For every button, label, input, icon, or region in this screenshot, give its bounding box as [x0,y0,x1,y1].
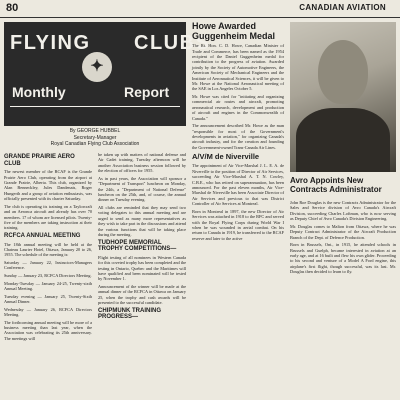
paragraph: All clubs are reminded that they may send two voting delegates to this annual meeting and are urged to send as many more representatives as they wish to take part in the discussions and attend the various functions that will be taking place during the meeting. [98,205,186,238]
article-headline: Howe Awarded Guggenheim Medal [192,21,276,41]
masthead-subtitle-left: Monthly [12,84,66,100]
byline-author: By GEORGE HUBBEL [69,128,121,134]
paragraph: Saturday — January 22, Instructors-Managers Conference. [4,260,92,271]
magazine-title: CANADIAN AVIATION [299,3,386,12]
portrait-face [318,40,368,104]
paragraph: The forthcoming annual meeting will be more of a business meeting than last year, when the Association was celebrating its 25th anniversary. The meetings will [4,319,92,341]
paragraph: be taken up with matters of national defense and Air Cadet training, Tuesday afternoon will be another Association business session followed by the election of officers for 1955. [98,152,186,174]
paragraph: The newest member of the RCAF is the Grande Prairie Aero Club, operating from the airport at Grande Prairie, Alberta. This club, organized by Alan Benneckley, Jules Dandenais, Roger Hungerth and a group of aviation enthusiasts, was officially presented with its charter Saturday. [4,169,92,202]
paragraph: Born in Brussels, Ont., in 1915, he attended schools in Brussels and Guelph, became interested in aviation at an early age, and at 16 built and flew his own glider. Proceeding to his second and venture of a Model A Ford engine, this airplane's first flight, though successful, was its last. Mr. Douglas then decided to learn to fly. [290,242,396,275]
paragraph: Mr. Howe was cited for "initiating and organizing commercial air routes and aircraft, promoting aeronautical research, development and production of aircraft and engines in the Commonwealth of Canada." [192,94,284,121]
paragraph: Flight testing of all nominees in Western Canada for this coveted trophy has been completed and the testing in Ontario, Quebec and the Maritimes will have qualified and been nominated will be tested by November 1. [98,254,186,282]
article-headline: A/V/M de Niverville [192,152,260,162]
page-number: 80 [6,2,19,14]
paragraph: John Roe Douglas is the new Contracts Administrator for the Sales and Service division of Avro Canada's Aircraft Division, succeeding Charles Loftman, who is now serving as Deputy Chief of Avro Canada's Division Engineering. [290,200,396,222]
paragraph: The club is operating its training on a Taylorcraft and an Aeronca aircraft and already has over 70 members. 17 of whom are licensed pilots. Twenty-five of the members are taking instruction at their training. [4,203,92,231]
paragraph: Monday-Tuesday — January 24-25, Twenty-sixth Annual Meeting. [4,280,92,292]
paragraph: The announcement described Mr. Howe as the man "responsible for most of the Government's developments in aviation," for organizing Canada's aircraft industry, and for the creation and founding the Government-owned Trans-Canada Air Lines. [192,123,284,150]
masthead-subtitle-right: Report [124,84,170,100]
section-heading: RCFCA ANNUAL MEETING [4,233,81,240]
paragraph: As in past years, the Association will sponsor a "Department of Transport" luncheon on Monday, the 24th, a "Department of National Defense" luncheon on the 25th, and, of course, the annual dinner on Tuesday evening. [98,175,186,203]
page-header [0,0,400,18]
paragraph: Wednesday — January 26, RCFCA Directors Meeting. [4,306,92,318]
paragraph: Born in Montreal in 1897, the new Director of Air Services was attached in 1918 to the RFC and served with the Royal Flying Corps during World War I when he was wounded in aerial combat. On his return to Canada in 1919, he transferred to the RCAF reserve and later to the active [192,208,284,241]
column-2 [98,152,186,323]
column-3 [192,22,284,243]
header-rule [0,17,400,18]
portrait-photo [290,22,396,172]
masthead-title-left: FLYING [10,32,91,54]
paragraph: Sunday — January 23, RCFCA Directors Meeting. [4,273,92,279]
portrait-suit [296,108,390,172]
section-heading: TUDHOPE MEMORIAL TROPHY COMPETITIONS— [98,239,177,253]
byline [4,128,186,148]
section-heading: GRANDE PRAIRIE AERO CLUB [4,154,75,167]
column-1 [4,152,92,343]
section-heading: CHIPMUNK TRAINING PROGRESS— [98,307,161,321]
column-4 [290,200,396,277]
paragraph: The Rt. Hon. C. D. Howe, Canadian Minister of Trade and Commerce, has been named as the 1954 recipient of the Daniel Guggenheim medal for contribution to the progress of aviation. Awarded jointly by the Society of Automotive Engineers, the American Society of Mechanical Engineers and the Institute of Aeronautical Sciences, it will be given to Mr. Howe at the National Aeronautical meeting of the SAE in Los Angeles October 5. [192,43,284,92]
paragraph: Tuesday evening — January 25, Twenty-Sixth Annual Dinner. [4,293,92,305]
masthead-title-right: CLUBS [134,32,211,54]
byline-org: Royal Canadian Flying Club Association [50,141,140,147]
photo-caption: Avro Appoints New Contracts Administrator [290,176,382,194]
masthead-divider [10,106,180,107]
byline-role: Secretary-Manager [73,134,117,141]
paragraph: Announcement of the winner will be made at the annual dinner of the RCFCA in Ottawa on January 25, when the trophy and cash awards will be presented to the successful candidate. [98,284,186,306]
crest-icon: ✦ [82,52,112,82]
paragraph: The appointment of Air Vice-Marshal J. L. E. A. de Niverville to the position of Director of Air Services, succeeding Air Vice-Marshal A. T. N. Cowley, C.B.E., who has retired on superannuation, has been announced. For the past eleven months, Air Vice-Marshal de Niverville has been Associate Director of Air Services and previous to that was District Controller of Air Services at Montreal. [192,163,284,207]
paragraph: Mr. Douglas comes to Malton from Ottawa, where he was Deputy Contract Administrator of the Aircraft Production Branch of the Dept. of Defence Production. [290,223,396,240]
paragraph: The 18th annual meeting will be held at the Chateau Laurier Hotel, Ottawa, January 20 to 26, 1955. The schedule of the meeting is: [4,241,92,258]
column-masthead [4,22,211,126]
